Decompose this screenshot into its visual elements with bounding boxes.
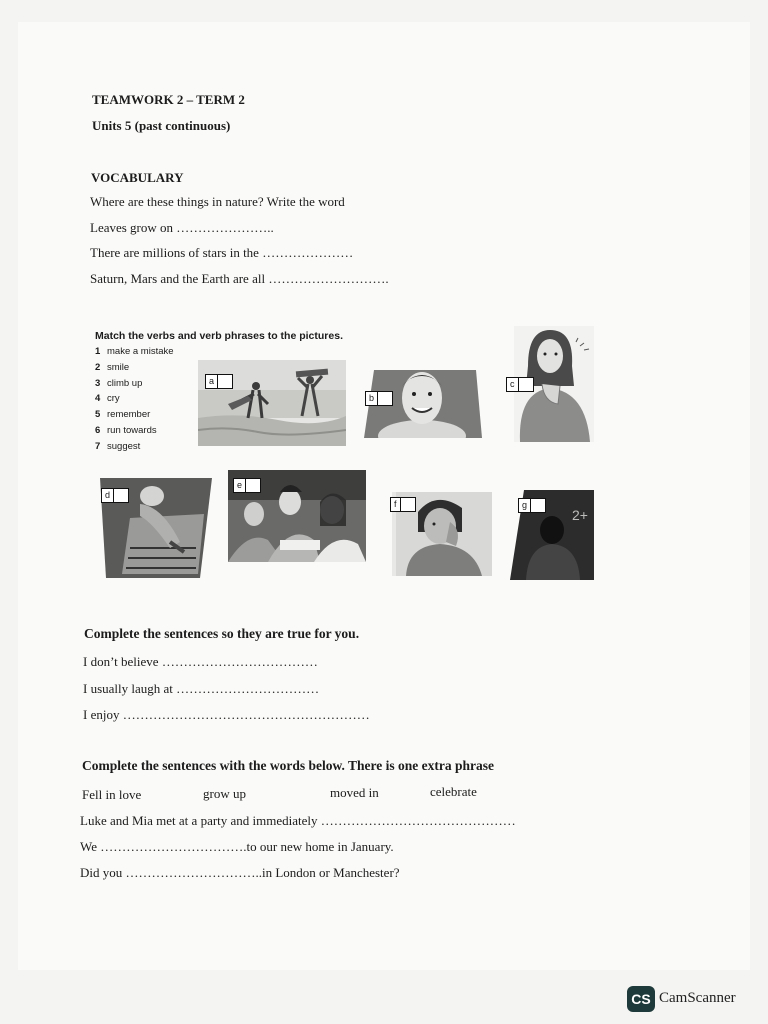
vocabulary-heading: VOCABULARY [91, 170, 184, 185]
camscanner-brand-text: CamScanner [659, 990, 736, 1006]
camscanner-logo-icon: CS [627, 986, 655, 1012]
picture-label-g[interactable]: g [518, 498, 546, 513]
vocabulary-instruction: Where are these things in nature? Write the word [90, 194, 345, 209]
vocabulary-item: Leaves grow on ………………….. [90, 220, 274, 235]
word-bank-item: moved in [330, 785, 379, 800]
complete-true-item: I usually laugh at …………………………… [83, 681, 320, 696]
matching-instruction: Match the verbs and verb phrases to the pictures. [95, 330, 343, 342]
worksheet-title: TEAMWORK 2 – TERM 2 [92, 92, 245, 107]
verb-item: 6 run towards [95, 425, 157, 436]
verb-item: 4 cry [95, 393, 120, 404]
verb-item: 7 suggest [95, 441, 141, 452]
svg-text:2+: 2+ [572, 507, 588, 523]
picture-label-f[interactable]: f [390, 497, 416, 512]
verb-item: 1 make a mistake [95, 346, 174, 357]
word-bank-item: Fell in love [82, 787, 142, 802]
picture-label-a[interactable]: a [205, 374, 233, 389]
verb-item: 3 climb up [95, 378, 143, 389]
word-bank-item: celebrate [430, 784, 477, 799]
picture-label-c[interactable]: c [506, 377, 534, 392]
picture-label-d[interactable]: d [101, 488, 129, 503]
complete-true-item: I enjoy ………………………………………………… [83, 707, 370, 722]
vocabulary-item: Saturn, Mars and the Earth are all ………………………. [90, 271, 389, 286]
picture-label-b[interactable]: b [365, 391, 393, 406]
vocabulary-item: There are millions of stars in the ………………… [90, 245, 354, 260]
picture-a-beach-photo [198, 360, 346, 446]
unit-subtitle: Units 5 (past continuous) [92, 118, 231, 133]
complete-words-item: We …………………………….to our new home in January. [80, 839, 394, 854]
complete-words-heading: Complete the sentences with the words below. There is one extra phrase [82, 758, 494, 773]
complete-true-heading: Complete the sentences so they are true for you. [84, 626, 360, 641]
picture-label-e[interactable]: e [233, 478, 261, 493]
complete-words-item: Luke and Mia met at a party and immediately ……………………………………… [80, 813, 516, 828]
complete-words-item: Did you …………………………..in London or Manchester? [80, 865, 400, 880]
word-bank-item: grow up [203, 786, 246, 801]
verb-item: 2 smile [95, 362, 130, 373]
complete-true-item: I don’t believe ……………………………… [83, 654, 318, 669]
verb-item: 5 remember [95, 409, 151, 420]
